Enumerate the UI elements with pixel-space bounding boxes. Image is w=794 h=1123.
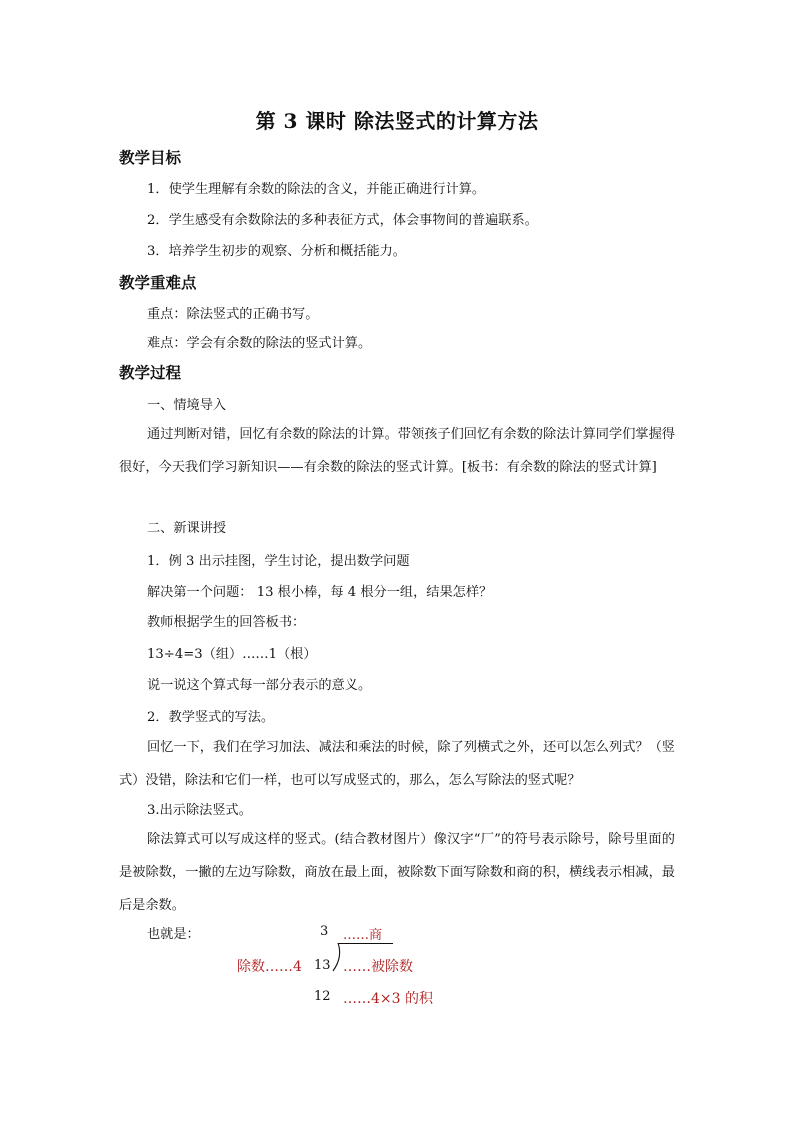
heading-key-points: 教学重难点: [119, 273, 197, 292]
example3-line: 1．例 3 出示挂图，学生讨论，提出数学问题: [147, 554, 410, 569]
goal-item-3: 3．培养学生初步的观察、分析和概括能力。: [147, 244, 406, 259]
also-line: 也就是：: [147, 927, 200, 942]
divisor-label: 除数……4: [237, 959, 302, 975]
heading-process: 教学过程: [119, 363, 182, 382]
division-bracket-icon: [330, 942, 344, 972]
explain-paragraph: 除法算式可以写成这样的竖式。(结合教材图片）像汉字“厂”的符号表示除号，除号里面的是被除数，一撇的左边写除数，商放在最上面，被除数下面写除数和商的积，横线表示相减，最后是余数。: [119, 832, 675, 913]
teacher-line: 教师根据学生的回答板书：: [147, 615, 306, 630]
division-bar: [338, 943, 393, 944]
goal-item-2: 2．学生感受有余数除法的多种表征方式，体会事物间的普遍联系。: [147, 213, 538, 228]
quotient-label: ……商: [343, 928, 383, 943]
item3-line: 3.出示除法竖式。: [147, 803, 252, 818]
step2-title: 二、新课讲授: [147, 521, 227, 536]
dividend-label: ……被除数: [343, 959, 413, 975]
step1-title: 一、情境导入: [147, 398, 227, 413]
step1-paragraph: 通过判断对错，回忆有余数的除法的计算。带领孩子们回忆有余数的除法计算同学们掌握得很好，今天我们学习新知识——有余数的除法的竖式计算。[板书：有余数的除法的竖式计算]: [119, 427, 675, 475]
say-line: 说一说这个算式每一部分表示的意义。: [147, 678, 372, 693]
key-point: 重点：除法竖式的正确书写。: [147, 307, 319, 322]
heading-goals: 教学目标: [119, 148, 182, 167]
difficult-point: 难点：学会有余数的除法的竖式计算。: [147, 336, 372, 351]
question1-line: 解决第一个问题： 13 根小棒，每 4 根分一组，结果怎样？: [147, 585, 493, 600]
goal-item-1: 1．使学生理解有余数的除法的含义，并能正确进行计算。: [147, 182, 486, 197]
quotient-value: 3: [320, 924, 329, 939]
product-label: ……4×3 的积: [343, 991, 433, 1007]
item2-line: 2．教学竖式的写法。: [147, 710, 275, 725]
dividend-value: 13: [314, 958, 331, 973]
equation-line: 13÷4=3（组）……1（根）: [147, 647, 317, 662]
page-title: 第 3 课时 除法竖式的计算方法: [255, 109, 539, 133]
recall-paragraph: 回忆一下，我们在学习加法、减法和乘法的时候，除了列横式之外，还可以怎么列式？（竖式）没错，除法和它们一样，也可以写成竖式的，那么，怎么写除法的竖式呢？: [119, 740, 675, 788]
product-value: 12: [314, 989, 331, 1004]
